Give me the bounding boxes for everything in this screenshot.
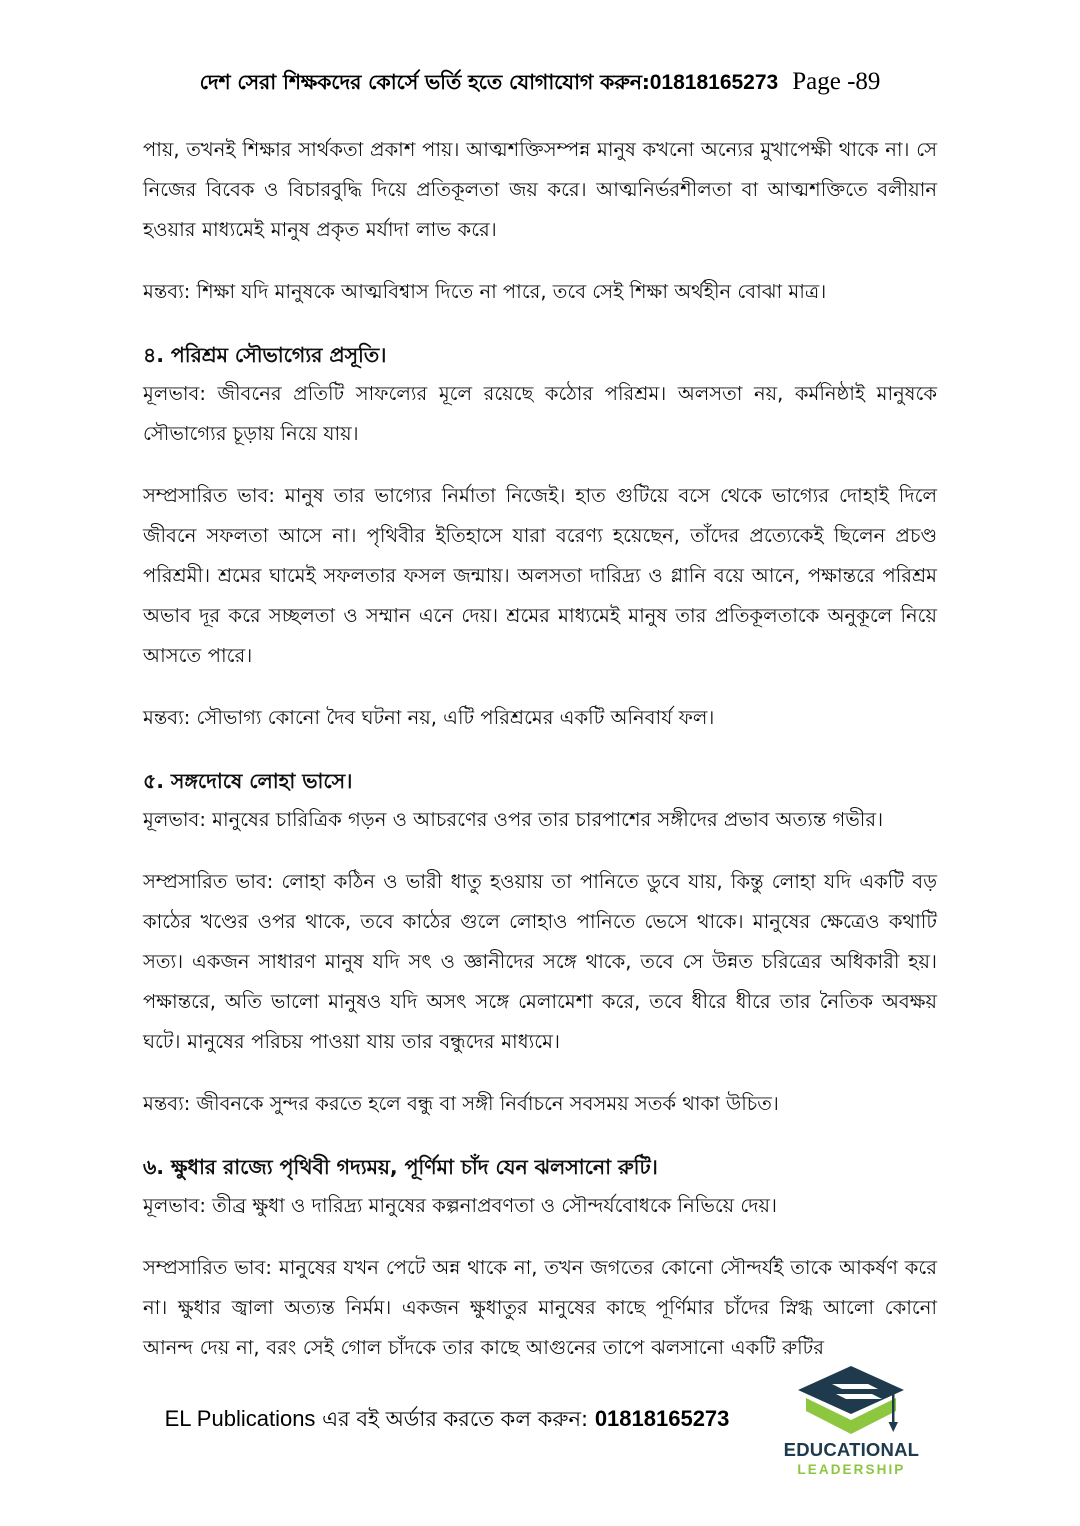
page-number: Page -89 <box>792 68 881 95</box>
logo-word-educational: EDUCATIONAL <box>783 1438 920 1460</box>
section-4-mulvab: মূলভাব: জীবনের প্রতিটি সাফল্যের মূলে রয়েছে কঠোর পরিশ্রম। অলসতা নয়, কর্মনিষ্ঠাই মানুষকে সৌভাগ্যের চূড়ায় নিয়ে যায়। <box>143 381 937 445</box>
section-6-mulvab: মূলভাব: তীব্র ক্ষুধা ও দারিদ্র্য মানুষের কল্পনাপ্রবণতা ও সৌন্দর্যবোধকে নিভিয়ে দেয়। <box>143 1193 777 1217</box>
logo-word-leadership: LEADERSHIP <box>797 1462 906 1478</box>
continued-paragraph: পায়, তখনই শিক্ষার সার্থকতা প্রকাশ পায়। আত্মশক্তিসম্পন্ন মানুষ কখনো অন্যের মুখাপেক্ষী থাকে না। সে নিজের বিবেক ও বিচারবুদ্ধি দিয়ে প্রতিকূলতা জয় করে। আত্মনির্ভরশীলতা বা আত্মশক্তিতে বলীয়ান হওয়ার মাধ্যমেই মানুষ প্রকৃত মর্যাদা লাভ করে। <box>143 137 937 241</box>
page-footer <box>0 1356 1080 1486</box>
section-5-mulvab: মূলভাব: মানুষের চারিত্রিক গড়ন ও আচরণের ওপর তার চারপাশের সঙ্গীদের প্রভাব অত্যন্ত গভীর। <box>143 807 884 831</box>
section-4-montobbo: মন্তব্য: সৌভাগ্য কোনো দৈব ঘটনা নয়, এটি পরিশ্রমের একটি অনিবার্য ফল। <box>143 705 715 729</box>
section-title-6: ৬. ক্ষুধার রাজ্যে পৃথিবী গদ্যময়, পূর্ণিমা চাঁদ যেন ঝলসানো রুটি। <box>143 1154 658 1179</box>
graduation-cap-icon <box>792 1364 910 1438</box>
educational-leadership-logo <box>783 1364 920 1479</box>
section-5-montobbo: মন্তব্য: জীবনকে সুন্দর করতে হলে বন্ধু বা সঙ্গী নির্বাচনে সবসময় সতর্ক থাকা উচিত। <box>143 1091 779 1115</box>
section-4-samprasarito: সম্প্রসারিত ভাব: মানুষ তার ভাগ্যের নির্মাতা নিজেই। হাত গুটিয়ে বসে থেকে ভাগ্যের দোহাই দিলে জীবনে সফলতা আসে না। পৃথিবীর ইতিহাসে যারা বরেণ্য হয়েছেন, তাঁদের প্রত্যেকেই ছিলেন প্রচণ্ড পরিশ্রমী। শ্রমের ঘামেই সফলতার ফসল জন্মায়। অলসতা দারিদ্র্য ও গ্লানি বয়ে আনে, পক্ষান্তরে পরিশ্রম অভাব দূর করে সচ্ছলতা ও সম্মান এনে দেয়। শ্রমের মাধ্যমেই মানুষ তার প্রতিকূলতাকে অনুকূলে নিয়ে আসতে পারে। <box>143 483 937 667</box>
section-title-5: ৫. সঙ্গদোষে লোহা ভাসে। <box>143 768 353 793</box>
footer-order-text: এর বই অর্ডার করতে কল করুন: <box>322 1407 589 1432</box>
footer-phone-number: 01818165273 <box>594 1406 730 1432</box>
footer-order-line <box>165 1403 730 1438</box>
page-header <box>0 68 1080 96</box>
footer-publisher-name: EL Publications <box>164 1406 316 1432</box>
section-5-samprasarito: সম্প্রসারিত ভাব: লোহা কঠিন ও ভারী ধাতু হওয়ায় তা পানিতে ডুবে যায়, কিন্তু লোহা যদি একটি বড় কাঠের খণ্ডের ওপর থাকে, তবে কাঠের গুলে লোহাও পানিতে ভেসে থাকে। মানুষের ক্ষেত্রেও কথাটি সত্য। একজন সাধারণ মানুষ যদি সৎ ও জ্ঞানীদের সঙ্গে থাকে, তবে সে উন্নত চরিত্রের অধিকারী হয়। পক্ষান্তরে, অতি ভালো মানুষও যদি অসৎ সঙ্গে মেলামেশা করে, তবে ধীরে ধীরে তার নৈতিক অবক্ষয় ঘটে। মানুষের পরিচয় পাওয়া যায় তার বন্ধুদের মাধ্যমে। <box>143 869 937 1053</box>
header-phone-number: 01818165273 <box>649 71 779 94</box>
page-content <box>143 96 937 1526</box>
header-promo-text: দেশ সেরা শিক্ষকদের কোর্সে ভর্তি হতে যোগাযোগ করুন: <box>199 70 650 94</box>
continued-note: মন্তব্য: শিক্ষা যদি মানুষকে আত্মবিশ্বাস দিতে না পারে, তবে সেই শিক্ষা অর্থহীন বোঝা মাত্র। <box>143 279 827 303</box>
section-title-4: ৪. পরিশ্রম সৌভাগ্যের প্রসূতি। <box>143 342 387 367</box>
section-6-samprasarito: সম্প্রসারিত ভাব: মানুষের যখন পেটে অন্ন থাকে না, তখন জগতের কোনো সৌন্দর্যই তাকে আকর্ষণ করে না। ক্ষুধার জ্বালা অত্যন্ত নির্মম। একজন ক্ষুধাতুর মানুষের কাছে পূর্ণিমার চাঁদের স্নিগ্ধ আলো কোনো আনন্দ দেয় না, বরং সেই গোল চাঁদকে তার কাছে আগুনের তাপে ঝলসানো একটি রুটির <box>143 1255 937 1359</box>
